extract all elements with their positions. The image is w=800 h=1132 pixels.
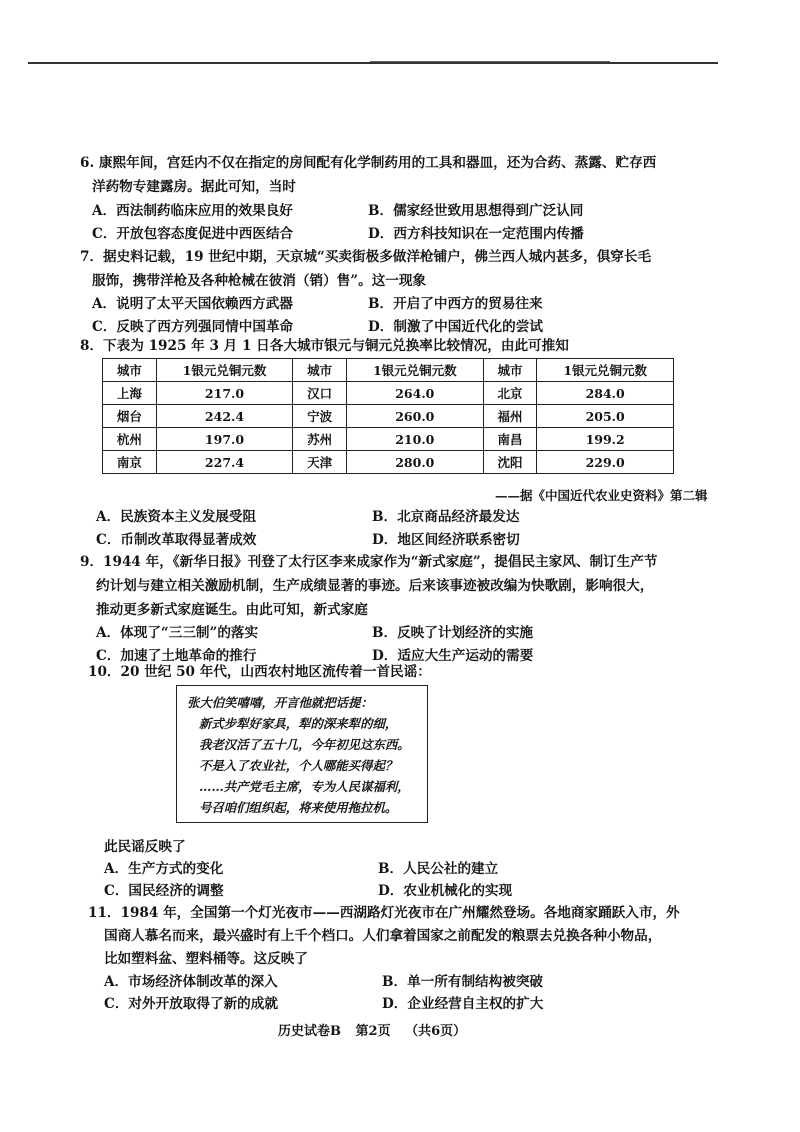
exchange-rate-table bbox=[102, 358, 674, 474]
song-line: 我老汉活了五十几，今年初见这东西。 bbox=[199, 737, 410, 752]
footer-paper-name: 历史试卷B bbox=[278, 1024, 341, 1039]
table-source: ——据《中国近代农业史资料》第二辑 bbox=[495, 488, 708, 503]
table-cell: 199.2 bbox=[537, 428, 674, 451]
table-row bbox=[103, 428, 674, 451]
col-city-3: 城市 bbox=[483, 359, 537, 382]
q11-option-b: B．单一所有制结构被突破 bbox=[382, 974, 544, 990]
table-row bbox=[103, 382, 674, 405]
table-header-row bbox=[103, 359, 674, 382]
q7-option-a: A．说明了太平天国依赖西方武器 bbox=[92, 296, 293, 312]
q11-option-c: C．对外开放取得了新的成就 bbox=[104, 996, 278, 1012]
table-cell: 苏州 bbox=[293, 428, 347, 451]
q11-stem-line1: 11．1984 年，全国第一个灯光夜市——西湖路灯光夜市在广州耀然登场。各地商家踊跃入市，外 bbox=[88, 905, 680, 921]
q9-stem-line3: 推动更多新式家庭诞生。由此可知，新式家庭 bbox=[96, 602, 368, 618]
q9-option-a: A．体现了“三三制”的落实 bbox=[96, 625, 259, 641]
q6-option-c: C．开放包容态度促进中西医结合 bbox=[92, 226, 294, 242]
q10-option-a: A．生产方式的变化 bbox=[104, 861, 224, 877]
table-cell: 北京 bbox=[483, 382, 537, 405]
table-cell: 205.0 bbox=[537, 405, 674, 428]
song-line: 号召咱们组织起，将来使用拖拉机。 bbox=[199, 800, 398, 815]
q8-option-c: C．币制改革取得显著成效 bbox=[96, 532, 257, 548]
table-cell: 280.0 bbox=[347, 451, 484, 474]
q8-option-a: A．民族资本主义发展受阻 bbox=[96, 509, 257, 525]
table-cell: 229.0 bbox=[537, 451, 674, 474]
q9-option-d: D．适应大生产运动的需要 bbox=[372, 648, 534, 664]
q10-option-d: D．农业机械化的实现 bbox=[378, 883, 513, 899]
table-row bbox=[103, 451, 674, 474]
q9-option-c: C．加速了土地革命的推行 bbox=[96, 648, 257, 664]
q7-option-b: B．开启了中西方的贸易往来 bbox=[368, 296, 543, 312]
table-cell: 沈阳 bbox=[483, 451, 537, 474]
col-city-2: 城市 bbox=[293, 359, 347, 382]
table-cell: 197.0 bbox=[156, 428, 293, 451]
q8-option-d: D．地区间经济联系密切 bbox=[372, 532, 520, 548]
footer-page-number: 第2页 bbox=[355, 1024, 391, 1039]
song-line: 张大伯笑嘻嘻，开言他就把话提： bbox=[187, 695, 373, 710]
q11-option-a: A．市场经济体制改革的深入 bbox=[104, 974, 278, 990]
table-cell: 南昌 bbox=[483, 428, 537, 451]
table-cell: 宁波 bbox=[293, 405, 347, 428]
table-cell: 杭州 bbox=[103, 428, 157, 451]
q11-stem-line2: 国商人慕名而来，最兴盛时有上千个档口。人们拿着国家之前配发的粮票去兑换各种小物品， bbox=[104, 928, 662, 944]
table-cell: 284.0 bbox=[537, 382, 674, 405]
q9-stem-line1: 9．1944 年，《新华日报》刊登了太行区李来成家作为“新式家庭”，提倡民主家风、制订生产节 bbox=[80, 554, 658, 570]
q11-option-d: D．企业经营自主权的扩大 bbox=[382, 996, 544, 1012]
q10-option-c: C．国民经济的调整 bbox=[104, 883, 224, 899]
song-line: 新式步犁好家具，犁的深来犁的细， bbox=[199, 716, 398, 731]
table-cell: 上海 bbox=[103, 382, 157, 405]
table-cell: 汉口 bbox=[293, 382, 347, 405]
table-cell: 210.0 bbox=[347, 428, 484, 451]
col-rate-3: 1银元兑铜元数 bbox=[537, 359, 674, 382]
q9-option-b: B．反映了计划经济的实施 bbox=[372, 625, 534, 641]
song-line: 不是入了农业社，个人哪能买得起？ bbox=[199, 758, 398, 773]
table-cell: 烟台 bbox=[103, 405, 157, 428]
song-line: ……共产党毛主席，专为人民谋福利， bbox=[199, 779, 410, 794]
q6-stem-line2: 洋药物专建露房。据此可知，当时 bbox=[92, 179, 296, 195]
q6-option-a: A．西法制药临床应用的效果良好 bbox=[92, 203, 293, 219]
table-cell: 217.0 bbox=[156, 382, 293, 405]
q6-option-d: D．西方科技知识在一定范围内传播 bbox=[368, 226, 584, 242]
table-cell: 南京 bbox=[103, 451, 157, 474]
table-cell: 260.0 bbox=[347, 405, 484, 428]
table-cell: 264.0 bbox=[347, 382, 484, 405]
q10-option-b: B．人民公社的建立 bbox=[378, 861, 499, 877]
table-cell: 227.4 bbox=[156, 451, 293, 474]
q7-option-d: D．制激了中国近代化的尝试 bbox=[368, 319, 543, 335]
q7-stem-line2: 服饰，携带洋枪及各种枪械在彼消（销）售”。这一现象 bbox=[92, 273, 427, 289]
table-row bbox=[103, 405, 674, 428]
q11-stem-line3: 比如塑料盆、塑料桶等。这反映了 bbox=[104, 951, 308, 967]
col-rate-1: 1银元兑铜元数 bbox=[156, 359, 293, 382]
q7-option-c: C．反映了西方列强同情中国革命 bbox=[92, 319, 294, 335]
col-rate-2: 1银元兑铜元数 bbox=[347, 359, 484, 382]
q10-tail: 此民谣反映了 bbox=[104, 839, 186, 855]
q10-stem: 10．20 世纪 50 年代，山西农村地区流传着一首民谣： bbox=[88, 664, 431, 680]
q6-option-b: B．儒家经世致用思想得到广泛认同 bbox=[368, 203, 584, 219]
page-footer bbox=[278, 1020, 476, 1039]
folk-song-box bbox=[176, 685, 428, 823]
q6-stem-line1: 6. 康熙年间，宫廷内不仅在指定的房间配有化学制药用的工具和器皿，还为合药、蒸露、贮存西 bbox=[80, 155, 657, 171]
q8-stem: 8．下表为 1925 年 3 月 1 日各大城市银元与铜元兑换率比较情况，由此可推知 bbox=[80, 338, 569, 354]
footer-total-pages: （共6页） bbox=[405, 1024, 467, 1039]
q9-stem-line2: 约计划与建立相关激励机制，生产成绩显著的事迹。后来该事迹被改编为快歌剧，影响很大， bbox=[96, 578, 654, 594]
table-cell: 242.4 bbox=[156, 405, 293, 428]
q7-stem-line1: 7．据史料记载，19 世纪中期，天京城“买卖街极多做洋枪铺户，佛兰西人城内甚多，俱穿长毛 bbox=[80, 249, 652, 265]
col-city-1: 城市 bbox=[103, 359, 157, 382]
table-cell: 天津 bbox=[293, 451, 347, 474]
q8-option-b: B．北京商品经济最发达 bbox=[372, 509, 520, 525]
table-cell: 福州 bbox=[483, 405, 537, 428]
